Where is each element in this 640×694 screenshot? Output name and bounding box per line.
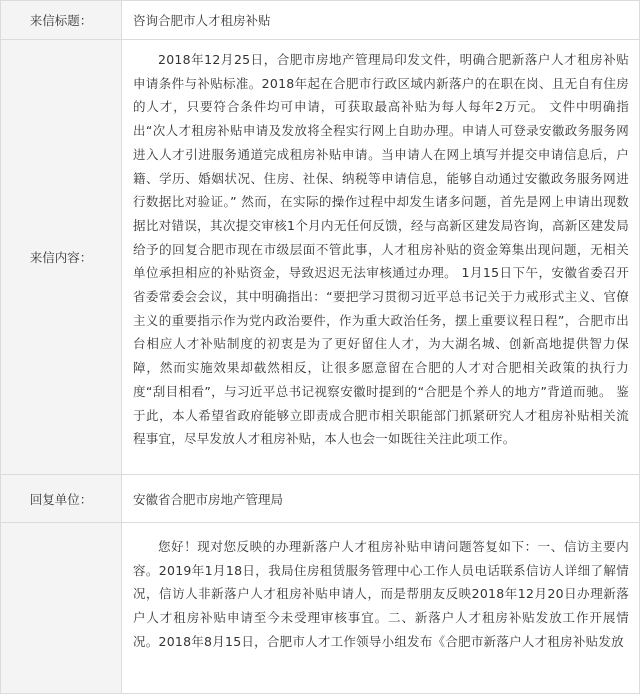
content-row bbox=[0, 40, 640, 475]
unit-row bbox=[0, 475, 640, 523]
title-label: 来信标题： bbox=[0, 1, 122, 39]
reply-row bbox=[0, 523, 640, 694]
reply-label bbox=[0, 523, 122, 693]
content-label: 来信内容： bbox=[0, 40, 122, 474]
unit-label: 回复单位： bbox=[0, 475, 122, 522]
title-row bbox=[0, 1, 640, 40]
reply-text: 您好！现对您反映的办理新落户人才租房补贴申请问题答复如下：一、信访主要内容。2019年1月18日，我局住房租赁服务管理中心工作人员电话联系信访人详细了解情况，信访人非新落户人才租房补贴申请人，而是帮朋友反映2018年12月20日办理新落户人才租房补贴申请至今未受理审核事宜。二、新落户人才租房补贴发放工作开展情况。2018年8月15日，合肥市人才工作领导小组发布《合肥市新落户人才租房补贴发放 bbox=[133, 539, 629, 649]
content-text: 2018年12月25日，合肥市房地产管理局印发文件，明确合肥新落户人才租房补贴申请条件与补贴标准。2018年起在合肥市行政区域内新落户的在职在岗、且无自有住房的人才，只要符合条件均可申请，可获取最高补贴为每人每年2万元。 文件中明确指出“次人才租房补贴申请及发放将全程实行网上自助办理。申请人可登录安徽政务服务网进入人才引进服务通道完成租房补贴申请。当申请人在网上填写并提交申请信息后，户籍、学历、婚姻状况、住房、社保、纳税等申请信息，能够自动通过安徽政务服务网进行数据比对验证。” 然而，在实际的操作过程中却发生诸多问题，首先是网上申请出现数据比对错误，其次提交审核1个月内无任何反馈，经与高新区建发局咨询，高新区建发局给予的回复合肥市现在市级层面不管此事，人才租房补贴的资金筹集出现问题，无相关单位承担相应的补贴资金，导致迟迟无法审核通过办理。 1月15日下午，安徽省委召开省委常委会会议，其中明确指出：“要把学习贯彻习近平总书记关于力戒形式主义、官僚主义的重要指示作为党内政治要件，作为重大政治任务，摆上重要议程日程”，合肥市出台相应人才补贴制度的初衷是为了更好留住人才，为大湖名城、创新高地提供智力保障，然而实施效果却截然相反，让很多愿意留在合肥的人才对合肥相关政策的执行力度“刮目相看”，与习近平总书记视察安徽时提到的“合肥是个养人的地方”背道而驰。 鉴于此，本人希望省政府能够立即责成合肥市相关职能部门抓紧研究人才租房补贴相关流程事宜，尽早发放人才租房补贴，本人也会一如既往关注此项工作。 bbox=[133, 52, 629, 447]
title-value: 咨询合肥市人才租房补贴 bbox=[122, 1, 640, 39]
unit-value: 安徽省合肥市房地产管理局 bbox=[122, 475, 640, 522]
reply-cell bbox=[122, 523, 640, 693]
content-cell bbox=[122, 40, 640, 474]
